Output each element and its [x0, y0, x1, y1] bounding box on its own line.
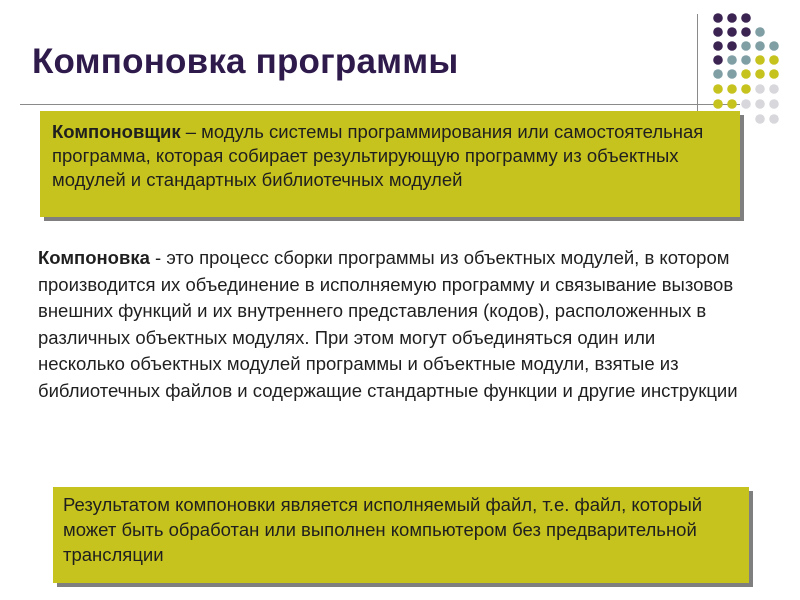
slide-title: Компоновка программы [32, 42, 459, 81]
horizontal-divider-line [20, 104, 740, 105]
main-paragraph [38, 245, 738, 404]
definition-text: – модуль системы программирования или самостоятельная программа, которая собирает результирующую программу из объектных модулей и стандартных библиотечных модулей [52, 121, 704, 190]
result-text: Результатом компоновки является исполняемый файл, т.е. файл, который может быть обработан или выполнен компьютером без предварительной трансляции [63, 494, 703, 565]
paragraph-text: - это процесс сборки программы из объектных модулей, в котором производится их объединение в исполняемую программу и связывание вызовов внешних функций и их внутреннего представления (кодов), расположенных в различных объектных модулях. При этом могут объединяться один или несколько объектных модулей программы и объектные модули, взятые из библиотечных файлов и содержащие стандартные функции и другие инструкции [38, 247, 738, 401]
definition-box [40, 111, 740, 217]
result-box [53, 487, 749, 583]
vertical-divider-line [697, 14, 698, 116]
definition-term: Компоновщик [52, 121, 181, 142]
paragraph-term: Компоновка [38, 247, 150, 268]
